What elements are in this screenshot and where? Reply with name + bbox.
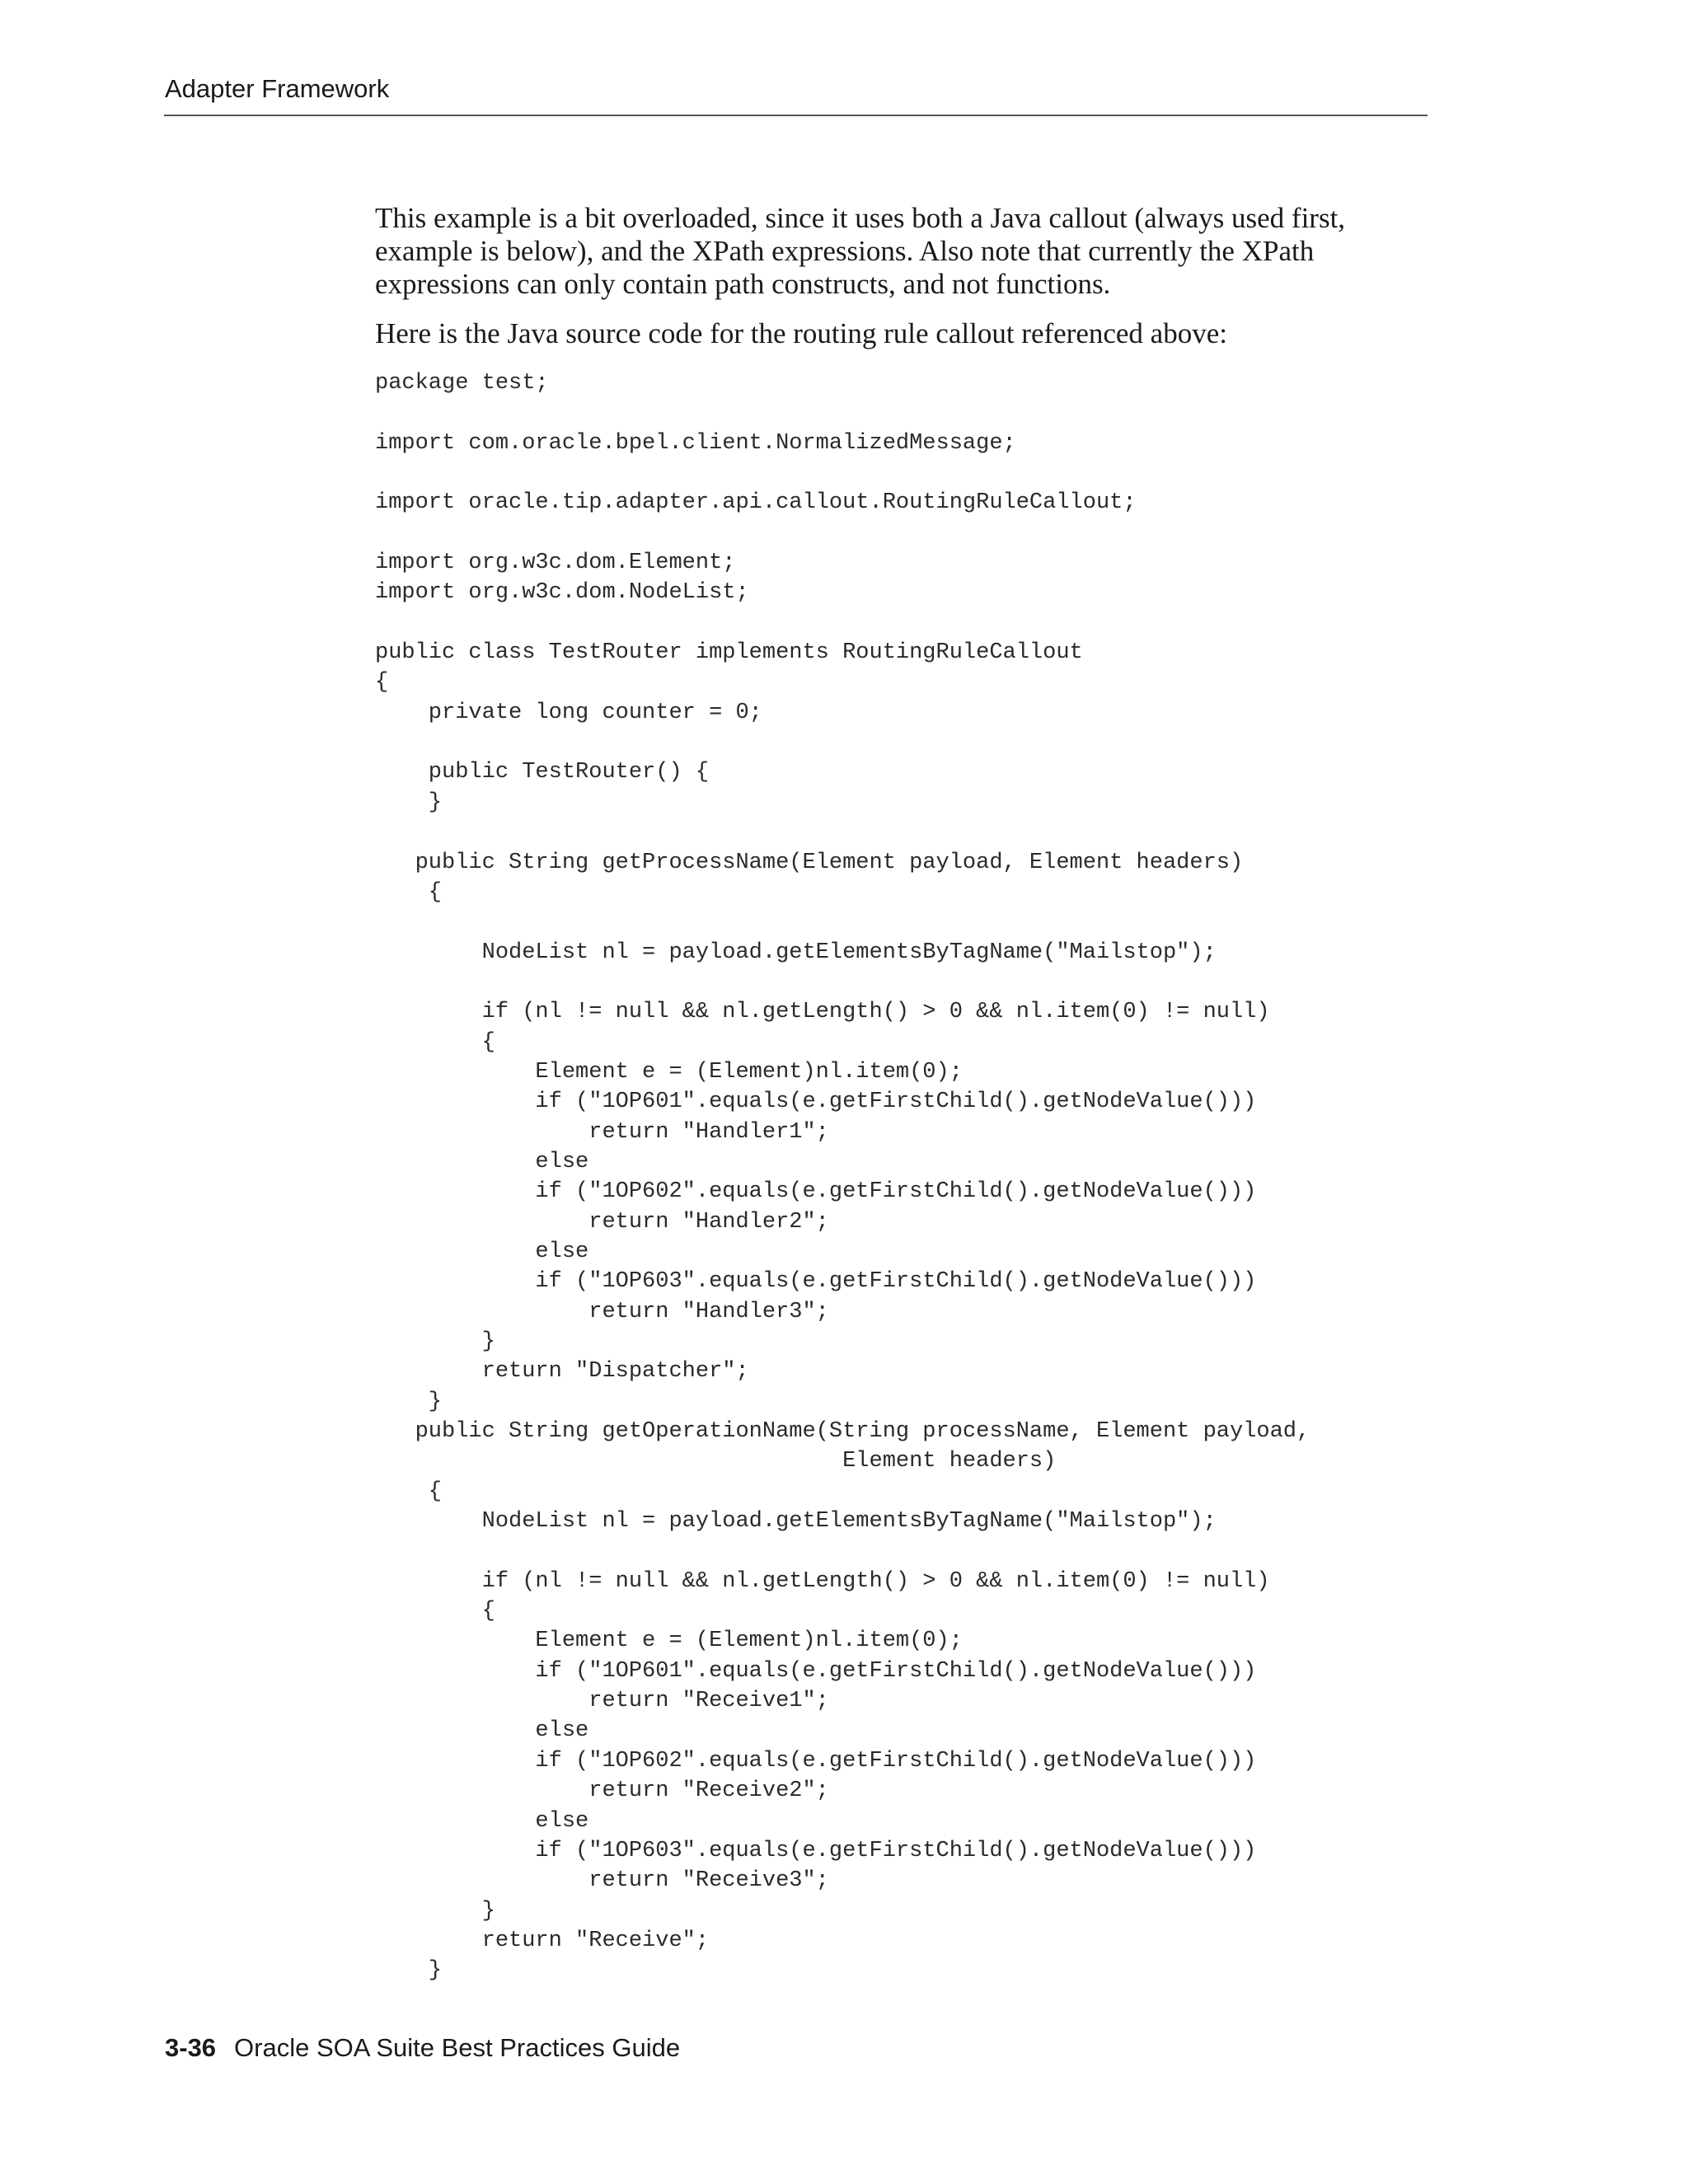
code-listing bbox=[375, 368, 1310, 1986]
code-line: if ("1OP601".equals(e.getFirstChild().getNodeValue())) bbox=[375, 1090, 1257, 1115]
code-line: return "Handler3"; bbox=[375, 1299, 829, 1324]
page-number: 3-36 bbox=[165, 2033, 217, 2062]
code-line: { bbox=[375, 879, 443, 905]
code-line bbox=[375, 968, 1310, 997]
code-line bbox=[375, 818, 1310, 847]
code-line: private long counter = 0; bbox=[375, 700, 762, 725]
code-line: import org.w3c.dom.Element; bbox=[375, 551, 736, 576]
code-line: return "Handler2"; bbox=[375, 1209, 829, 1235]
code-line: if ("1OP602".equals(e.getFirstChild().getNodeValue())) bbox=[375, 1179, 1257, 1205]
code-line: Element e = (Element)nl.item(0); bbox=[375, 1059, 963, 1085]
code-line: } bbox=[375, 1389, 443, 1414]
code-line: if ("1OP603".equals(e.getFirstChild().getNodeValue())) bbox=[375, 1269, 1257, 1295]
code-line bbox=[375, 398, 1310, 428]
code-line bbox=[375, 458, 1310, 488]
code-line bbox=[375, 728, 1310, 757]
code-intro-paragraph: Here is the Java source code for the routing rule callout referenced above: bbox=[375, 317, 1227, 349]
code-line bbox=[375, 518, 1310, 548]
code-line: { bbox=[375, 1479, 443, 1504]
code-line: { bbox=[375, 1599, 495, 1624]
code-line: NodeList nl = payload.getElementsByTagName("Mailstop"); bbox=[375, 940, 1217, 965]
code-line: package test; bbox=[375, 371, 549, 396]
code-line: return "Receive"; bbox=[375, 1928, 710, 1953]
page-footer bbox=[165, 2033, 680, 2063]
running-header: Adapter Framework bbox=[165, 74, 390, 103]
code-line: if ("1OP603".equals(e.getFirstChild().getNodeValue())) bbox=[375, 1838, 1257, 1863]
code-line bbox=[375, 608, 1310, 638]
code-line: return "Dispatcher"; bbox=[375, 1359, 749, 1385]
code-line: } bbox=[375, 790, 443, 815]
code-line: if ("1OP602".equals(e.getFirstChild().getNodeValue())) bbox=[375, 1748, 1257, 1774]
code-line: { bbox=[375, 1029, 495, 1055]
code-line bbox=[375, 907, 1310, 937]
code-line: if (nl != null && nl.getLength() > 0 && nl.item(0) != null) bbox=[375, 1000, 1270, 1025]
code-line: if (nl != null && nl.getLength() > 0 && nl.item(0) != null) bbox=[375, 1568, 1270, 1594]
code-line: public TestRouter() { bbox=[375, 760, 710, 785]
body-text bbox=[375, 202, 1447, 350]
code-line: NodeList nl = payload.getElementsByTagName("Mailstop"); bbox=[375, 1509, 1217, 1535]
code-line: } bbox=[375, 1329, 495, 1354]
code-line: return "Handler1"; bbox=[375, 1119, 829, 1145]
code-line: if ("1OP601".equals(e.getFirstChild().getNodeValue())) bbox=[375, 1658, 1257, 1684]
code-line: } bbox=[375, 1898, 495, 1924]
code-line: } bbox=[375, 1958, 443, 1984]
code-line: { bbox=[375, 670, 389, 696]
code-line: import com.oracle.bpel.client.NormalizedMessage; bbox=[375, 430, 1016, 456]
code-line: import oracle.tip.adapter.api.callout.RoutingRuleCallout; bbox=[375, 490, 1137, 516]
code-line: else bbox=[375, 1239, 589, 1264]
intro-paragraph: This example is a bit overloaded, since it uses both a Java callout (always used first, example is below), and the XPath expressions. Also note that currently the XPath expressions can only contain path constructs, and not functions. bbox=[375, 202, 1346, 300]
code-line bbox=[375, 1536, 1310, 1566]
header-divider bbox=[164, 115, 1428, 116]
code-line: return "Receive3"; bbox=[375, 1868, 829, 1894]
code-line: Element e = (Element)nl.item(0); bbox=[375, 1629, 963, 1654]
code-line: import org.w3c.dom.NodeList; bbox=[375, 580, 749, 606]
book-title: Oracle SOA Suite Best Practices Guide bbox=[234, 2033, 681, 2062]
code-line: else bbox=[375, 1808, 589, 1834]
code-line: Element headers) bbox=[375, 1449, 1057, 1474]
code-line: public String getOperationName(String processName, Element payload, bbox=[375, 1419, 1311, 1445]
code-line: public class TestRouter implements RoutingRuleCallout bbox=[375, 640, 1083, 666]
code-line: return "Receive2"; bbox=[375, 1779, 829, 1804]
code-line: return "Receive1"; bbox=[375, 1689, 829, 1714]
code-line: else bbox=[375, 1149, 589, 1174]
code-line: else bbox=[375, 1718, 589, 1744]
code-line: public String getProcessName(Element payload, Element headers) bbox=[375, 850, 1244, 875]
